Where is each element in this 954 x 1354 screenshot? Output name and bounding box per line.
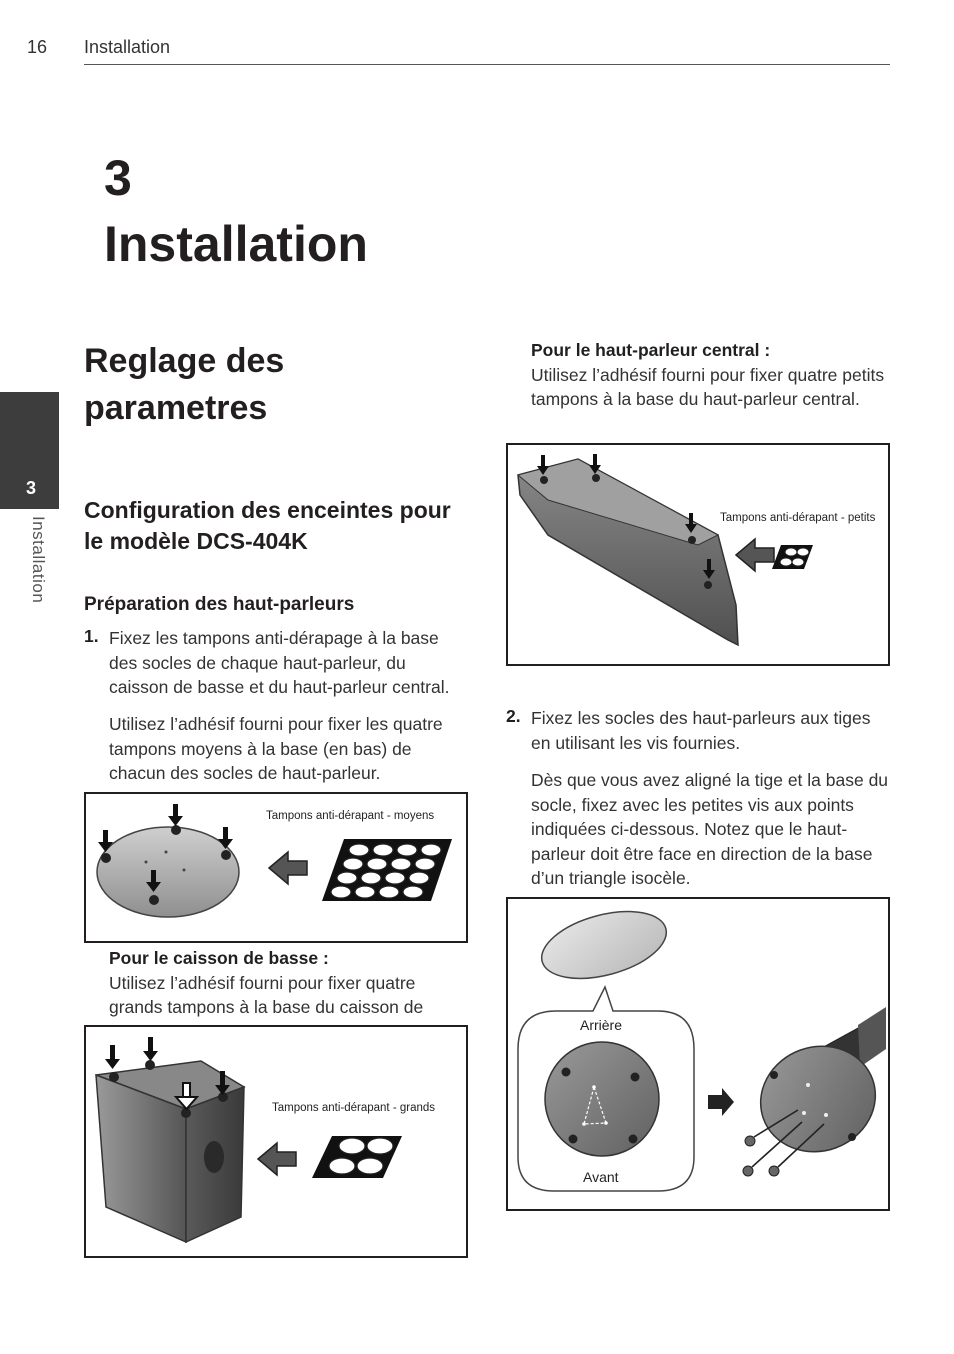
header-rule — [84, 64, 890, 65]
center-lead: Pour le haut-parleur central : — [531, 340, 771, 360]
label-back: Arrière — [580, 1017, 623, 1033]
figure-small-pads — [506, 443, 890, 666]
running-header: Installation — [84, 37, 171, 57]
figure-large-pads — [84, 1025, 468, 1258]
figure-stand-assembly — [506, 897, 890, 1211]
step-1-text: Fixez les tampons anti-dérapage à la base des socles de chaque haut-parleur, du caisson de basse et du haut-parleur central. — [109, 628, 450, 697]
figure-medium-label: Tampons anti-dérapant - moyens — [266, 810, 435, 822]
label-front: Avant — [583, 1169, 619, 1185]
step-1-number: 1. — [84, 626, 99, 646]
side-tab-number: 3 — [26, 478, 37, 498]
chapter-title: Installation — [104, 216, 368, 272]
subsection-title: Configuration des enceintes pour le modèle DCS-404K — [84, 497, 451, 554]
center-section — [531, 338, 891, 412]
chapter-number: 3 — [104, 150, 132, 206]
figure-medium-pads — [84, 792, 468, 943]
step-1-text-2: Utilisez l’adhésif fourni pour fixer les quatre tampons moyens à la base (en bas) de chacun des socles de haut-parleur. — [109, 714, 443, 783]
center-speaker-illustration — [508, 445, 888, 664]
subsubsection-title: Préparation des haut-parleurs — [84, 594, 355, 615]
subwoofer-text: Utilisez l’adhésif fourni pour fixer quatre grands tampons à la base du caisson de — [109, 972, 424, 1017]
center-text: Utilisez l’adhésif fourni pour fixer quatre petits tampons à la base du haut-parleur central. — [531, 364, 885, 409]
figure-large-label: Tampons anti-dérapant - grands — [272, 1102, 436, 1114]
page-number: 16 — [27, 37, 48, 57]
stand-assembly-illustration — [508, 899, 888, 1209]
section-title: Reglage des parametres — [84, 342, 285, 427]
step-2-text-2: Dès que vous avez aligné la tige et la base du socle, fixez avec les petites vis aux points indiquées ci-dessous. Notez que le haut-parleur doit être face en direction de la base d’un triangle isocèle. — [531, 770, 889, 888]
step-2-text: Fixez les socles des haut-parleurs aux tiges en utilisant les vis fournies. — [531, 708, 871, 753]
step-2-number: 2. — [506, 706, 521, 726]
subwoofer-lead: Pour le caisson de basse : — [109, 948, 329, 968]
figure-small-label: Tampons anti-dérapant - petits — [720, 512, 876, 524]
subwoofer-illustration — [86, 1027, 466, 1256]
side-tab-label: Installation — [29, 516, 48, 604]
